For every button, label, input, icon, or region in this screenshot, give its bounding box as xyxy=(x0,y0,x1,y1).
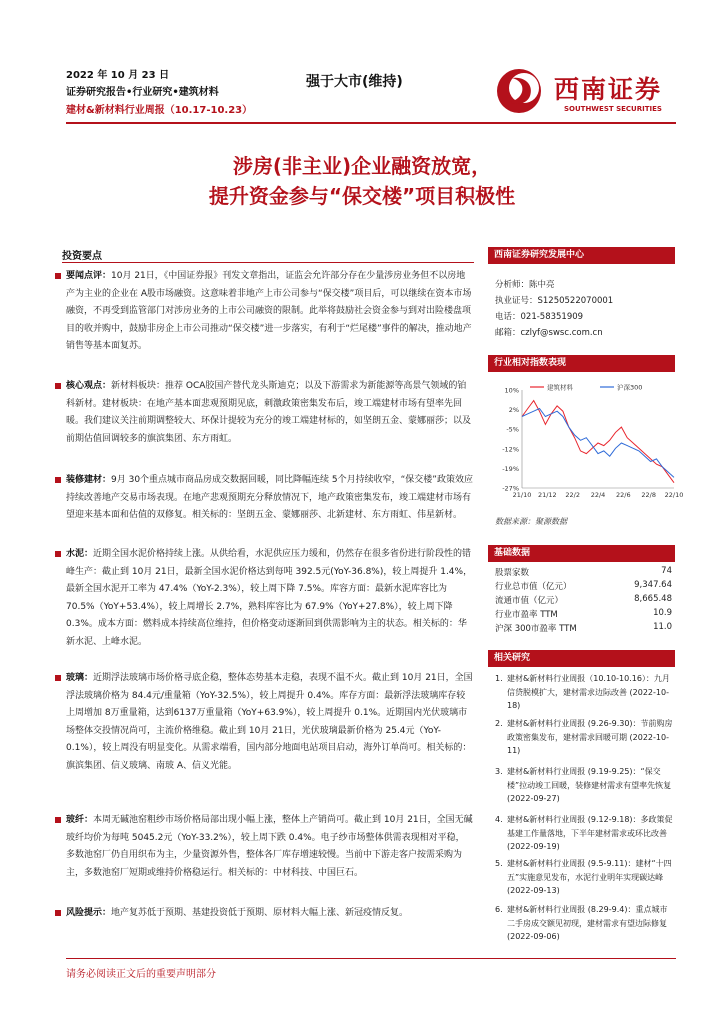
basic-data-key: 流通市值（亿元） xyxy=(495,596,564,606)
chart-x-tick-label: 21/10 xyxy=(512,491,532,499)
basic-data-key: 行业市盈率 TTM xyxy=(495,610,558,620)
analyst-license: 执业证号：S1250522070001 xyxy=(495,296,614,306)
bullet-marker-icon xyxy=(55,383,61,389)
bullet-head: 核心观点： xyxy=(66,381,112,391)
chart-y-tick-label: -5% xyxy=(506,425,519,434)
basic-data-row xyxy=(495,580,672,592)
chart-y-tick-label: -19% xyxy=(502,464,519,473)
bullet-marker-icon xyxy=(55,477,61,483)
analyst-phone: 电话：021-58351909 xyxy=(495,312,584,322)
related-item-text: 建材&新材料行业周报 (9.5-9.11)：建材“十四五”实施意见发布，水泥行业明年实现碳达峰 (2022-09-13) xyxy=(507,859,672,895)
bullet-marker-icon xyxy=(55,910,61,916)
index-box-title: 行业相对指数表现 xyxy=(488,355,675,372)
analyst-name: 分析师：陈中亮 xyxy=(495,280,555,290)
related-item[interactable] xyxy=(495,857,675,898)
bullet-fiberglass xyxy=(66,812,473,882)
report-name: 建材&新材料行业周报（10.17-10.23） xyxy=(66,105,253,116)
bullet-head: 水泥： xyxy=(66,549,94,559)
related-item[interactable] xyxy=(495,813,675,854)
section-rule xyxy=(62,262,474,263)
chart-x-tick-label: 22/10 xyxy=(664,491,684,499)
related-item-text: 建材&新材料行业周报 (8.29-9.4)：重点城市二手房成交额见初现，建材需求有望边际修复 (2022-09-06) xyxy=(507,905,668,941)
chart-legend-label: 沪深300 xyxy=(617,383,643,392)
bullet-text: 9月 30个重点城市商品房成交数据回暖，同比降幅连续 5个月持续收窄，“保交楼”政策效应持续改善地产交易市场表现。在地产悲观预期充分释放情况下，地产政策密集发布，竣工端建材市场有望迎来基本面和估值的双修复。相关标的：坚朗五金、蒙娜丽莎、北新建材、东方雨虹、伟星新材。 xyxy=(66,475,473,521)
bullet-head: 玻纤： xyxy=(66,815,94,825)
chart-x-tick-label: 22/2 xyxy=(565,491,580,499)
section-title: 投资要点 xyxy=(62,251,102,262)
basic-data-value: 11.0 xyxy=(653,622,672,632)
bullet-text: 地产复苏低于预期、基建投资低于预期、原材料大幅上涨、新冠疫情反复。 xyxy=(111,908,409,918)
chart-x-tick-label: 21/12 xyxy=(537,491,557,499)
analyst-email: 邮箱：czlyf@swsc.com.cn xyxy=(495,328,603,338)
analyst-box-title: 西南证券研究发展中心 xyxy=(488,247,675,264)
chart-x-tick-label: 22/4 xyxy=(590,491,606,499)
bullet-text: 本周无碱池窑粗纱市场价格局部出现小幅上涨，整体上产销尚可。截止到 10月 21日，全国无碱玻纤均价为每吨 5045.2元（YoY-33.2%），较上周下跌 0.4%。电子纱市场整体供需表现相对平稳，多数池窑厂仍自用织布为主，少量资源外售，整体各厂库存增速较慢。当前中下游走客户按需采购为主，多数池窑厂短期或维持价格稳运行。相关标的：中材科技、中国巨石。 xyxy=(66,815,473,878)
chart-source: 数据来源：聚源数据 xyxy=(495,517,567,526)
bullet-text: 近期全国水泥价格持续上涨。从供给看，水泥供应压力缓和，仍然存在很多省份进行阶段性的错峰生产：截止到 10月 21日，最新全国水泥价格达到每吨 392.5元(YoY-36.8%)，较上周提升 1.4%，最新全国水泥开工率为 47.4%（YoY-2.3%），较上周下降 7.5%。库容方面：最新水泥库容比为 70.5%（YoY+53.4%），较上周增长 2.7%，熟料库容比为 67.9%（YoY+27.8%），较上周下降 0.3%。成本方面：燃料成本持续高位维持，但价格变动逐渐回到供需影响为主的状态。相关标的：华新水泥、上峰水泥。 xyxy=(66,549,473,647)
bullet-cement xyxy=(66,546,473,652)
chart-y-tick-label: -27% xyxy=(502,484,519,493)
related-item-number: 6. xyxy=(495,905,503,914)
bullet-marker-icon xyxy=(55,273,61,279)
related-item[interactable] xyxy=(495,765,675,806)
basic-data-row xyxy=(495,622,672,634)
company-logo xyxy=(494,62,678,120)
related-item-number: 5. xyxy=(495,859,503,868)
basic-data-key: 股票家数 xyxy=(495,568,530,578)
report-category: 证券研究报告•行业研究•建筑材料 xyxy=(66,87,219,98)
header-rule xyxy=(66,122,676,124)
related-item-number: 4. xyxy=(495,815,503,824)
bullet-marker-icon xyxy=(55,675,61,681)
related-item-text: 建材&新材料行业周报（10.10-10.16）：九月信贷脱模扩大，建材需求边际改善 (2022-10-18) xyxy=(507,674,670,710)
basic-data-key: 行业总市值（亿元） xyxy=(495,582,572,592)
chart-y-tick-label: 2% xyxy=(508,406,519,415)
footer-disclaimer: 请务必阅读正文后的重要声明部分 xyxy=(66,969,216,980)
related-item-text: 建材&新材料行业周报 (9.26-9.30)：节前购房政策密集发布，建材需求回暖可期 (2022-10-11) xyxy=(507,719,673,755)
footer-rule xyxy=(66,958,676,959)
chart-y-tick-label: -12% xyxy=(502,445,519,454)
bullet-text: 近期浮法玻璃市场价格寻底企稳，整体态势基本走稳，表现不温不火。截止到 10月 21日，全国浮法玻璃价格为 84.4元/重量箱（YoY-32.5%），较上周提升 0.4%。库存方面：最新浮法玻璃库存较上周增加 8万重量箱，达到6137万重量箱（YoY+63.9%），较上周提升 0.1%。近期国内光伏玻璃市场整体交投情况尚可，主流价格维稳。截止到 10月 21日，光伏玻璃最新价格为 25.4元（YoY-0.1%），较上周没有明显变化。从需求端看，国内部分地面电站项目启动，海外订单尚可。相关标的：旗滨集团、信义玻璃、南玻 A、信义光能。 xyxy=(66,673,473,771)
relative-index-chart xyxy=(488,378,684,503)
basic-data-key: 沪深 300市盈率 TTM xyxy=(495,624,577,634)
logo-name-en: SOUTHWEST SECURITIES xyxy=(564,105,662,113)
bullet-news xyxy=(66,268,473,356)
chart-legend-label: 建筑材料 xyxy=(547,383,573,392)
bullet-head: 要闻点评： xyxy=(66,271,112,281)
related-item[interactable] xyxy=(495,903,675,944)
bullet-core-view xyxy=(66,378,473,448)
report-title-line1: 涉房(非主业)企业融资放宽， xyxy=(232,154,492,178)
chart-y-tick-label: 10% xyxy=(504,386,519,395)
report-title-line2: 提升资金参与“保交楼”项目积极性 xyxy=(208,184,516,208)
related-item[interactable] xyxy=(495,717,675,758)
bullet-text: 新材料板块：推荐 OCA胶国产替代龙头斯迪克；以及下游需求为新能源等高景气领域的铂科新材。建材板块：在地产基本面悲观预期见底，刺激政策密集发布后，竣工端建材市场有望率先回暖。我们建议关注前期调整较大、环保计提较为充分的竣工端建材标的，如坚朗五金、蒙娜丽莎；以及前期估值回调较多的旗滨集团、东方雨虹。 xyxy=(66,381,472,444)
bullet-head: 玻璃： xyxy=(66,673,94,683)
related-item-text: 建材&新材料行业周报 (9.19-9.25)：“保交楼”拉动竣工回暖，装修建材需求有望率先恢复 (2022-09-27) xyxy=(507,767,672,803)
related-item[interactable] xyxy=(495,672,675,713)
chart-x-tick-label: 22/6 xyxy=(616,491,631,499)
logo-emblem-icon xyxy=(494,66,552,116)
bullet-marker-icon xyxy=(55,817,61,823)
rating: 强于大市(维持) xyxy=(306,74,403,90)
basic-data-value: 8,665.48 xyxy=(634,594,672,604)
bullet-text: 10月 21日，《中国证券报》刊发文章指出，证监会允许部分存在少量涉房业务但不以房地产为主业的企业在 A股市场融资。这意味着非地产上市公司参与“保交楼”项目后，可以继续在资本市场融资，不再受到监管部门对涉房业务的上市公司融资的限制。此举将鼓励社会资金参与到对出险楼盘项目的收并购中，鼓励非房企上市公司推动“保交楼”进一步落实，有利于“烂尾楼”事件的解决，推动地产销售等基本面复苏。 xyxy=(66,271,472,352)
basic-data-value: 9,347.64 xyxy=(634,580,672,590)
basic-data-title: 基础数据 xyxy=(488,545,675,562)
bullet-marker-icon xyxy=(55,551,61,557)
chart-x-tick-label: 22/8 xyxy=(641,491,656,499)
related-item-number: 3. xyxy=(495,767,503,776)
basic-data-row xyxy=(495,566,672,578)
basic-data-value: 10.9 xyxy=(653,608,672,618)
basic-data-value: 74 xyxy=(661,566,672,576)
related-item-number: 1. xyxy=(495,674,503,683)
chart-series-line xyxy=(522,401,674,483)
logo-name-cn: 西南证券 xyxy=(554,75,663,104)
basic-data-row xyxy=(495,594,672,606)
bullet-decoration xyxy=(66,472,473,525)
related-research-title: 相关研究 xyxy=(488,650,675,667)
bullet-head: 装修建材： xyxy=(66,475,112,485)
bullet-head: 风险提示： xyxy=(66,908,112,918)
related-item-number: 2. xyxy=(495,719,503,728)
report-date: 2022 年 10 月 23 日 xyxy=(66,70,170,81)
bullet-glass xyxy=(66,670,473,776)
bullet-risk xyxy=(66,905,473,923)
related-item-text: 建材&新材料行业周报 (9.12-9.18)：多政策促基建工作量落地，下半年建材需求或环比改善 (2022-09-19) xyxy=(507,815,673,851)
basic-data-row xyxy=(495,608,672,620)
